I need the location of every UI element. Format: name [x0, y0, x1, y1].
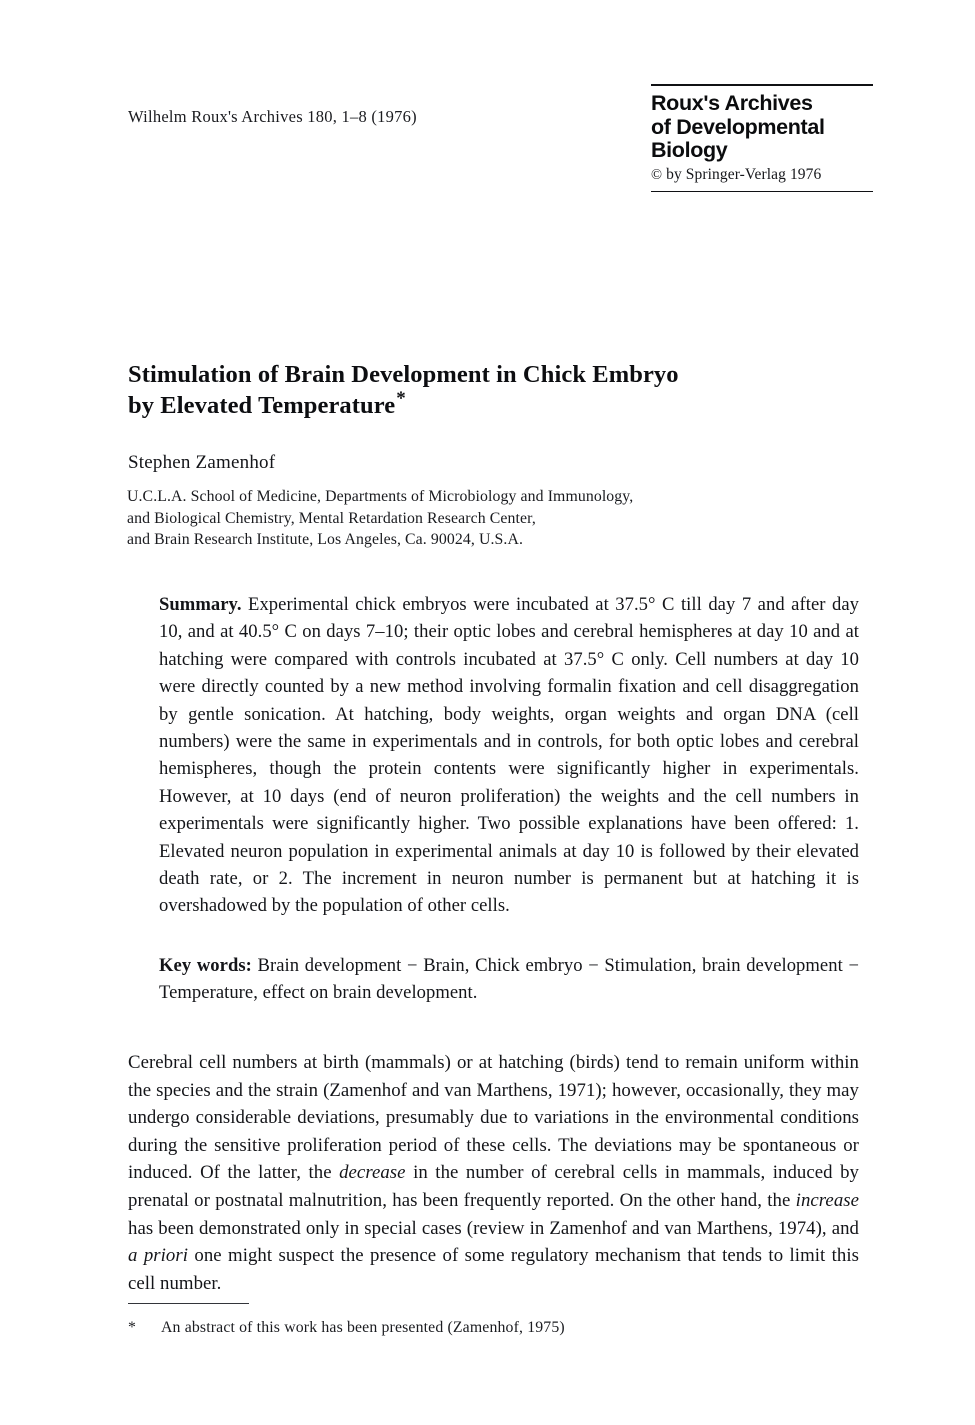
- body-emphasis-increase: increase: [795, 1189, 859, 1211]
- body-text-part-3: has been demonstrated only in special cases (review in Zamenhof and van Marthens, 1974), and: [128, 1217, 859, 1239]
- author-affiliation: [127, 486, 767, 551]
- running-head: Wilhelm Roux's Archives 180, 1–8 (1976): [128, 107, 417, 126]
- title-footnote-marker: *: [396, 388, 406, 410]
- footnote-separator-rule: [128, 1303, 249, 1304]
- affiliation-line-1: U.C.L.A. School of Medicine, Departments of Microbiology and Immunology,: [127, 488, 634, 505]
- body-text-part-2: in the number of cerebral cells in mammals, induced by prenatal or postnatal malnutrition, has been frequently reported. On the other hand, the: [128, 1162, 859, 1211]
- body-text-part-4: one might suspect the presence of some regulatory mechanism that tends to limit this cell number.: [128, 1245, 859, 1294]
- article-title-line-2-text: by Elevated Temperature: [128, 392, 396, 420]
- page-title: [128, 359, 828, 421]
- journal-title-line-3: Biology: [651, 138, 728, 162]
- journal-title: [651, 92, 873, 163]
- affiliation-line-3: and Brain Research Institute, Los Angeles, Ca. 90024, U.S.A.: [127, 531, 524, 548]
- keywords-label: Key words:: [159, 955, 252, 976]
- article-title-line-2: [128, 390, 828, 421]
- copyright-icon: ©: [651, 166, 663, 183]
- abstract-text: Experimental chick embryos were incubated at 37.5° C till day 7 and after day 10, and at 40.5° C on days 7–10; their optic lobes and cerebral hemispheres at day 10 and at hatching were compared with controls incubated at 37.5° C only. Cell numbers at day 10 were directly counted by a new method involving formalin fixation and cell disaggregation by gentle sonication. At hatching, body weights, organ weights and organ DNA (cell numbers) were the same in experimentals and in controls, for both optic lobes and cerebral hemispheres, though the protein contents were significantly higher in experimentals. However, at 10 days (end of neuron proliferation) the weights and the cell numbers in experimentals were significantly higher. Two possible explanations have been offered: 1. Elevated neuron population in experimental animals at day 10 is followed by their elevated death rate, or 2. The increment in neuron number is permanent but at hatching it is overshadowed by the population of other cells.: [159, 594, 859, 917]
- copyright-notice: [651, 165, 873, 185]
- journal-title-line-1: Roux's Archives: [651, 91, 813, 115]
- affiliation-line-2: and Biological Chemistry, Mental Retardation Research Center,: [127, 509, 536, 527]
- journal-masthead: [651, 84, 873, 192]
- journal-title-line-2: of Developmental: [651, 114, 825, 139]
- body-text-part-1: Cerebral cell numbers at birth (mammals) or at hatching (birds) tend to remain uniform within the species and the strain (Zamenhof and van Marthens, 1971); however, occasionally, they may undergo considerable deviations, presumably due to variations in the environmental conditions during the sensitive proliferation period of these cells. The deviations may be spontaneous or induced. Of the latter, the: [128, 1052, 859, 1184]
- author-name: Stephen Zamenhof: [128, 452, 276, 473]
- body-emphasis-a-priori: a priori: [128, 1245, 188, 1267]
- footnote-marker: *: [128, 1319, 137, 1336]
- keywords-text: Brain development − Brain, Chick embryo − Stimulation, brain development − Temperature, effect on brain development.: [159, 955, 859, 1004]
- masthead-top-rule: [651, 84, 873, 86]
- footnote-text: An abstract of this work has been presented (Zamenhof, 1975): [161, 1319, 565, 1336]
- keywords-section: [159, 952, 859, 1007]
- abstract-section: [159, 591, 859, 920]
- article-title-line-1: Stimulation of Brain Development in Chick Embryo: [128, 361, 679, 389]
- footnote: [128, 1317, 828, 1338]
- masthead-bottom-rule: [651, 191, 873, 192]
- copyright-text: by Springer-Verlag 1976: [666, 165, 822, 183]
- body-emphasis-decrease: decrease: [339, 1162, 406, 1184]
- abstract-label: Summary.: [159, 594, 242, 615]
- introduction-paragraph: [128, 1049, 859, 1297]
